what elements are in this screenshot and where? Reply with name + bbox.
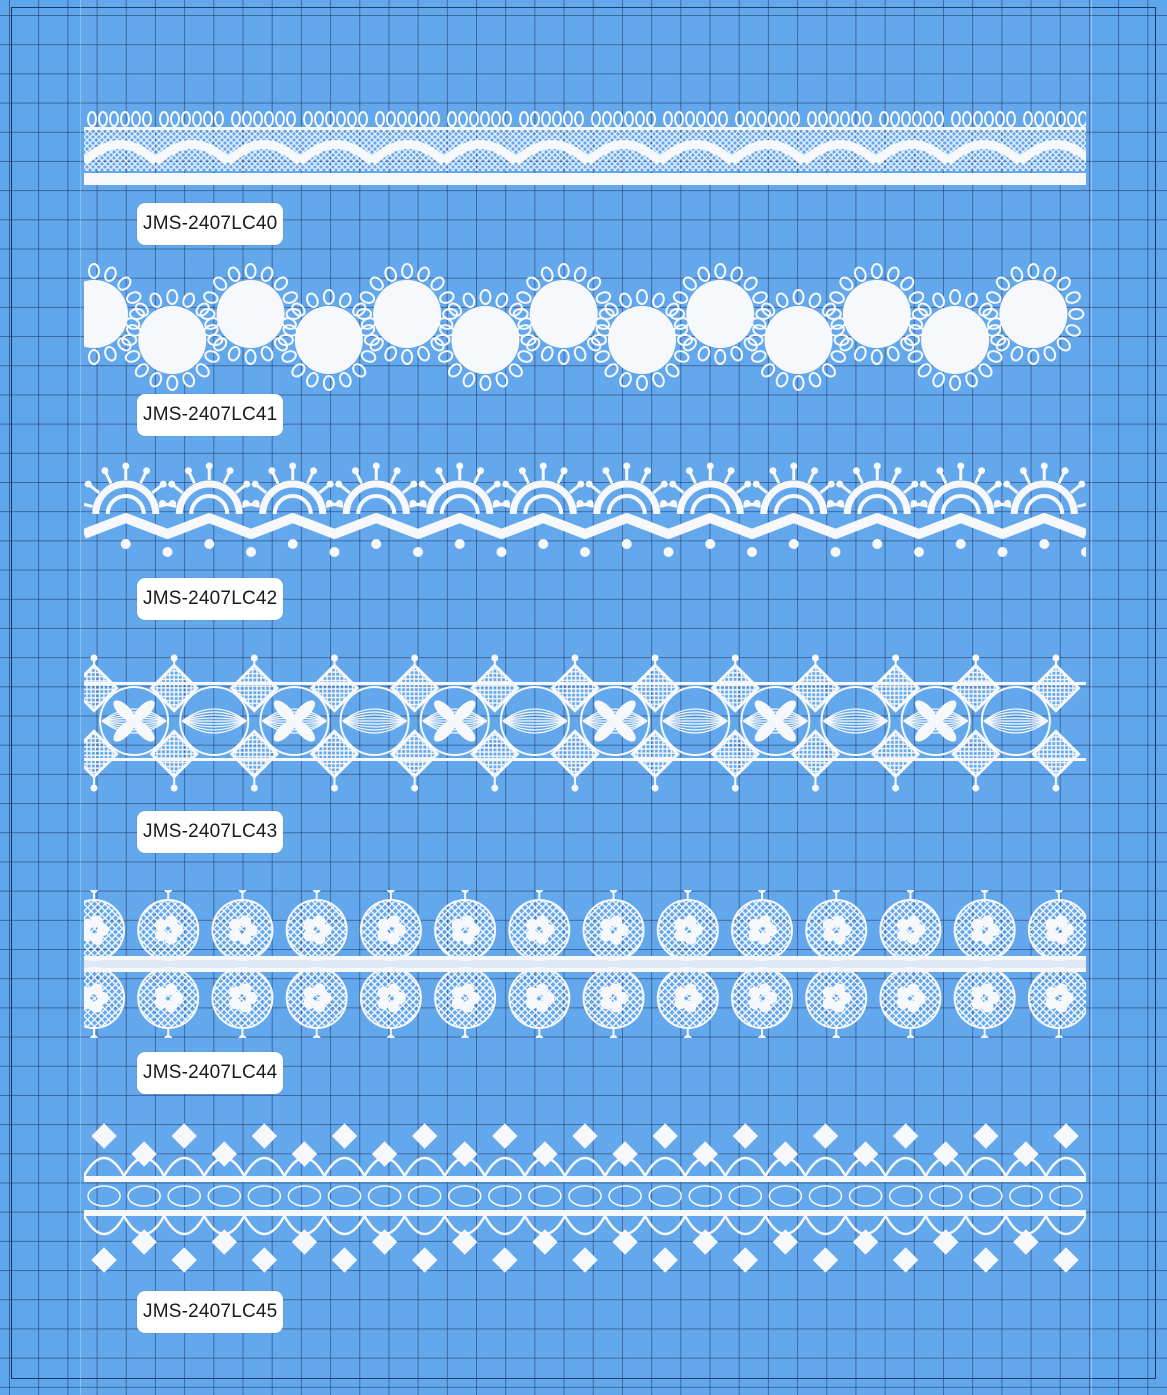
sample-label-lc42: JMS-2407LC42 xyxy=(137,578,283,620)
lace-sample-lc42 xyxy=(84,452,1086,570)
sample-label-lc45: JMS-2407LC45 xyxy=(137,1291,283,1333)
sample-label-lc44: JMS-2407LC44 xyxy=(137,1052,283,1094)
sample-label-lc40: JMS-2407LC40 xyxy=(137,203,283,245)
sample-label-lc43: JMS-2407LC43 xyxy=(137,811,283,853)
lace-sample-lc40 xyxy=(84,107,1086,189)
lace-sample-lc43 xyxy=(84,652,1086,796)
lace-sample-lc41 xyxy=(84,262,1086,394)
sample-label-lc41: JMS-2407LC41 xyxy=(137,394,283,436)
lace-sample-lc44 xyxy=(84,890,1086,1038)
lace-sample-lc45 xyxy=(84,1120,1086,1278)
